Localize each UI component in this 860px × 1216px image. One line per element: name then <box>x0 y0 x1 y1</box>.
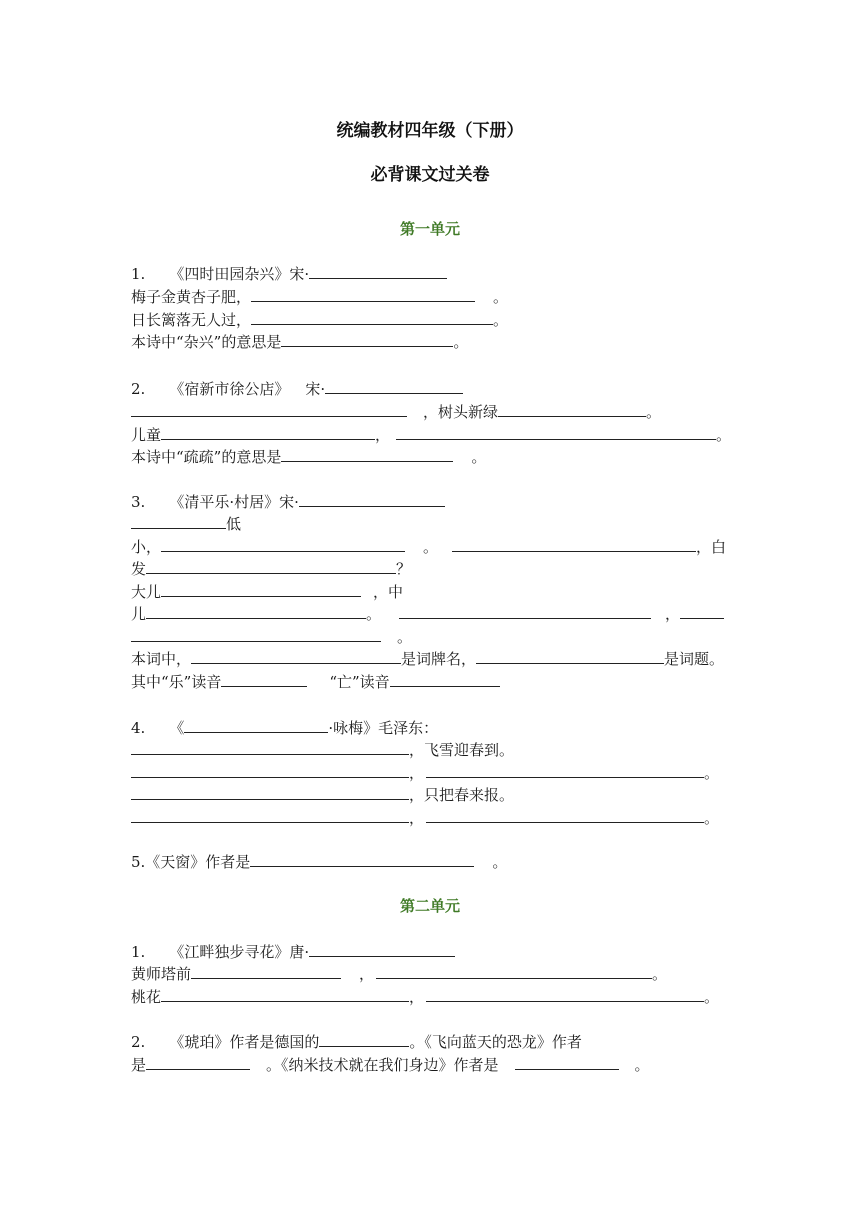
question-1-line-2 <box>131 308 508 330</box>
answer-blank[interactable] <box>161 985 409 1002</box>
punctuation: ， <box>375 426 391 444</box>
unit2-question-1-line-1 <box>131 962 667 984</box>
answer-blank[interactable] <box>498 400 646 417</box>
poem-text: 发 <box>131 560 147 578</box>
question-3-line-1 <box>131 512 241 534</box>
answer-blank[interactable] <box>131 400 407 417</box>
prompt-text: 是 <box>131 1056 147 1074</box>
answer-blank[interactable] <box>251 308 493 325</box>
answer-blank[interactable] <box>161 423 375 440</box>
punctuation: 。 <box>634 1056 650 1074</box>
question-3-line-4 <box>131 580 403 602</box>
answer-blank[interactable] <box>161 535 405 552</box>
unit-heading-1: 第一单元 <box>399 220 460 238</box>
poem-title: 《宿新市徐公店》 <box>169 380 290 398</box>
answer-blank[interactable] <box>251 285 475 302</box>
punctuation: 。 <box>366 605 382 623</box>
poem-text: ，树头新绿 <box>423 403 499 421</box>
question-1-line-1 <box>131 285 508 307</box>
poem-title: 《四时田园杂兴》宋· <box>169 265 310 283</box>
question-1-line-3 <box>131 330 468 352</box>
answer-blank[interactable] <box>131 806 409 823</box>
poem-text: 大儿 <box>131 583 162 601</box>
punctuation: 。 <box>716 426 732 444</box>
prompt-text: 是词题。 <box>664 650 725 668</box>
poem-title-open: 《 <box>169 719 185 737</box>
punctuation: 。 <box>704 764 720 782</box>
punctuation: 。 <box>397 628 413 646</box>
answer-blank[interactable] <box>281 445 453 462</box>
answer-blank[interactable] <box>161 580 361 597</box>
punctuation: ， <box>409 809 425 827</box>
question-4-line-1 <box>131 738 514 760</box>
punctuation: ， <box>359 965 375 983</box>
question-number: 2. <box>131 1033 146 1051</box>
question-number: 3. <box>131 493 146 511</box>
poem-title: 《清平乐·村居》宋· <box>169 493 299 511</box>
question-3-line-8 <box>131 670 500 692</box>
prompt-text: 是词牌名， <box>401 650 477 668</box>
question-3-line-3 <box>131 557 411 579</box>
answer-blank[interactable] <box>131 512 226 529</box>
prompt-text: 本诗中“疏疏”的意思是 <box>131 448 282 466</box>
unit2-question-2-line-1 <box>131 1030 582 1052</box>
poem-text: 低 <box>226 515 242 533</box>
question-1-title <box>131 262 447 284</box>
answer-blank[interactable] <box>396 423 716 440</box>
answer-blank[interactable] <box>131 761 409 778</box>
answer-blank[interactable] <box>146 557 396 574</box>
punctuation: 。 <box>652 965 668 983</box>
dynasty-label: 宋· <box>305 380 326 398</box>
page-title: 统编教材四年级（下册） <box>336 121 524 141</box>
prompt-text: 。《纳米技术就在我们身边》作者是 <box>266 1056 499 1074</box>
punctuation: 。 <box>704 988 720 1006</box>
answer-blank[interactable] <box>390 670 500 687</box>
answer-blank[interactable] <box>250 850 474 867</box>
question-2-line-2 <box>131 423 731 445</box>
question-2-line-3 <box>131 445 486 467</box>
answer-blank[interactable] <box>680 602 724 619</box>
prompt-text: 本词中， <box>131 650 192 668</box>
answer-blank[interactable] <box>426 761 704 778</box>
punctuation: 。 <box>423 538 439 556</box>
poem-text: 日长篱落无人过， <box>131 311 252 329</box>
poem-text: 儿 <box>131 605 147 623</box>
prompt-text: 《琥珀》作者是德国的 <box>169 1033 320 1051</box>
answer-blank[interactable] <box>426 806 704 823</box>
answer-blank[interactable] <box>131 738 409 755</box>
question-5 <box>131 850 507 872</box>
prompt-text: “亡”读音 <box>329 673 390 691</box>
author-blank[interactable] <box>325 377 463 394</box>
poem-text: ，只把春来报。 <box>409 786 515 804</box>
punctuation: ， <box>409 764 425 782</box>
answer-blank[interactable] <box>452 535 696 552</box>
question-4-line-3 <box>131 783 514 805</box>
question-2-title <box>131 377 463 399</box>
answer-blank[interactable] <box>146 602 366 619</box>
prompt-text: 5.《天窗》作者是 <box>131 853 251 871</box>
poem-text: ，中 <box>373 583 404 601</box>
page-subtitle: 必背课文过关卷 <box>370 165 490 185</box>
author-blank[interactable] <box>309 940 455 957</box>
answer-blank[interactable] <box>131 625 381 642</box>
answer-blank[interactable] <box>399 602 651 619</box>
answer-blank[interactable] <box>221 670 307 687</box>
poem-text: 黄师塔前 <box>131 965 192 983</box>
unit2-question-1-line-2 <box>131 985 719 1007</box>
question-number: 1. <box>131 943 146 961</box>
answer-blank[interactable] <box>146 1053 250 1070</box>
question-3-line-2 <box>131 535 729 557</box>
unit2-question-1-title <box>131 940 455 962</box>
punctuation: 。 <box>492 853 508 871</box>
question-4-line-2 <box>131 761 719 783</box>
punctuation: 。 <box>493 288 509 306</box>
poem-title: 《江畔独步寻花》唐· <box>169 943 310 961</box>
poem-text: 梅子金黄杏子肥， <box>131 288 252 306</box>
prompt-text: 本诗中“杂兴”的意思是 <box>131 333 282 351</box>
unit-heading-2: 第二单元 <box>399 897 460 915</box>
punctuation: ， <box>409 988 425 1006</box>
answer-blank[interactable] <box>281 330 453 347</box>
question-3-title <box>131 490 445 512</box>
answer-blank[interactable] <box>191 962 341 979</box>
punctuation: 。 <box>453 333 469 351</box>
title-blank[interactable] <box>184 716 328 733</box>
punctuation: 。 <box>493 311 509 329</box>
question-4-line-4 <box>131 806 719 828</box>
prompt-text: 其中“乐”读音 <box>131 673 222 691</box>
question-number: 1. <box>131 265 146 283</box>
question-2-line-1 <box>131 400 661 422</box>
question-4-title <box>131 716 438 738</box>
poem-text: ，飞雪迎春到。 <box>409 741 515 759</box>
punctuation: 。 <box>471 448 487 466</box>
answer-blank[interactable] <box>319 1030 409 1047</box>
author-blank[interactable] <box>309 262 447 279</box>
poem-text: 小， <box>131 538 162 556</box>
poem-text: 桃花 <box>131 988 162 1006</box>
answer-blank[interactable] <box>476 647 664 664</box>
answer-blank[interactable] <box>426 985 704 1002</box>
answer-blank[interactable] <box>376 962 652 979</box>
poem-title: ·咏梅》毛泽东： <box>328 719 439 737</box>
question-3-line-6 <box>131 625 412 647</box>
answer-blank[interactable] <box>131 783 409 800</box>
answer-blank[interactable] <box>515 1053 619 1070</box>
question-3-line-5 <box>131 602 724 624</box>
punctuation: ， <box>665 605 681 623</box>
question-number: 4. <box>131 719 146 737</box>
punctuation: ？ <box>396 560 412 578</box>
punctuation: 。 <box>646 403 662 421</box>
question-3-line-7 <box>131 647 724 669</box>
poem-text: 儿童 <box>131 426 162 444</box>
answer-blank[interactable] <box>191 647 401 664</box>
question-number: 2. <box>131 380 146 398</box>
punctuation: 。 <box>704 809 720 827</box>
unit2-question-2-line-2 <box>131 1053 650 1075</box>
prompt-text: 。《飞向蓝天的恐龙》作者 <box>409 1033 582 1051</box>
poem-text: ，白 <box>696 538 727 556</box>
author-blank[interactable] <box>299 490 445 507</box>
